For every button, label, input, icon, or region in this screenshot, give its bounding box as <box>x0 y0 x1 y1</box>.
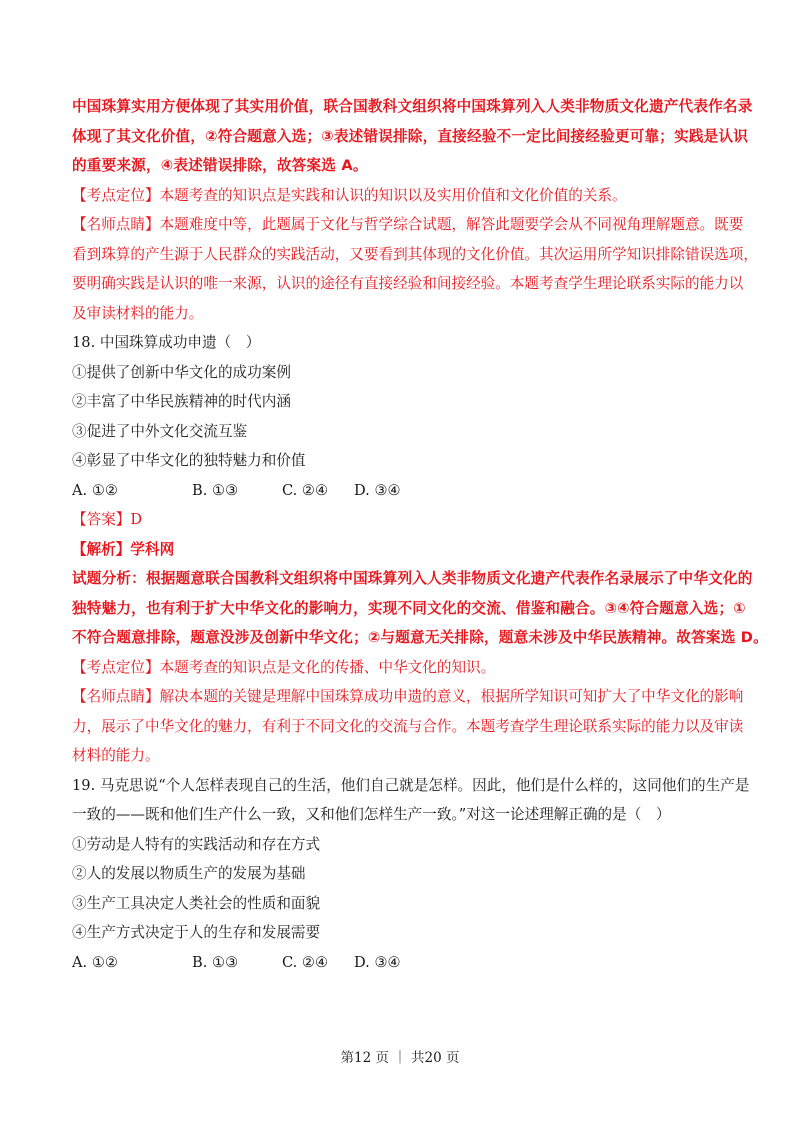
q18-option-d: D. ③④ <box>354 481 401 499</box>
q18-item: ④彰显了中华文化的独特魅力和价值 <box>72 452 306 469</box>
question-18-stem: 18. 中国珠算成功申遗（ ） <box>72 334 261 351</box>
q18-option-b: B. ①③ <box>192 481 239 499</box>
answer-label: 【答案】 <box>72 511 131 528</box>
q19-option-a: A. ①② <box>72 953 118 971</box>
kaodian-text: 本题考查的知识点是实践和认识的知识以及实用价值和文化价值的关系。 <box>159 186 627 204</box>
mingshi-line: 及审读材料的能力。 <box>72 304 204 322</box>
mingshi-line: 要明确实践是认识的唯一来源，认识的途径有直接经验和间接经验。本题考查学生理论联系实际的能力以 <box>72 275 744 292</box>
mingshi-line: 力，展示了中华文化的魅力，有利于不同文化的交流与合作。本题考查学生理论联系实际的能力以及审读 <box>72 717 744 735</box>
mingshi-row <box>72 210 744 240</box>
q19-item: ③生产工具决定人类社会的性质和面貌 <box>72 894 321 912</box>
jiexi-label: 【解析】 <box>72 540 131 558</box>
jiexi-source: 学科网 <box>130 540 175 558</box>
q18-options <box>72 476 736 506</box>
q18-option-c: C. ②④ <box>282 481 329 499</box>
kaodian-label: 【考点定位】 <box>72 658 160 676</box>
question-19-stem: 19. 马克思说“个人怎样表现自己的生活，他们自己就是怎样。因此，他们是什么样的，这同他们的生产是 <box>72 776 750 794</box>
analysis-line: 的重要来源，④表述错误排除，故答案选 A。 <box>72 157 368 174</box>
q18-item: ②丰富了中华民族精神的时代内涵 <box>72 393 291 410</box>
q18-item: ①提供了创新中华文化的成功案例 <box>72 363 291 381</box>
q19-item: ①劳动是人特有的实践活动和存在方式 <box>72 835 321 853</box>
page-footer: 第12 页 ｜ 共20 页 <box>340 1050 460 1066</box>
analysis-line: 独特魅力，也有利于扩大中华文化的影响力，实现不同文化的交流、借鉴和融合。③④符合题意入选；① <box>72 599 746 617</box>
analysis-line: 试题分析：根据题意联合国教科文组织将中国珠算列入人类非物质文化遗产代表作名录展示了中华文化的 <box>72 570 753 587</box>
q18-item: ③促进了中外文化交流互鉴 <box>72 422 248 440</box>
mingshi-text: 解决本题的关键是理解中国珠算成功申遗的意义，根据所学知识可知扩大了中华文化的影响 <box>159 688 744 705</box>
mingshi-label: 【名师点睛】 <box>72 688 160 705</box>
question-19-stem-cont: 一致的——既和他们生产什么一致，又和他们怎样生产一致。”对这一论述理解正确的是（ ） <box>72 806 671 823</box>
mingshi-label: 【名师点睛】 <box>72 216 160 233</box>
analysis-line: 不符合题意排除，题意没涉及创新中华文化；②与题意无关排除，题意未涉及中华民族精神。故答案选 D。 <box>72 629 768 646</box>
answer-row <box>72 505 736 535</box>
kaodian-row <box>72 181 736 211</box>
q19-item: ②人的发展以物质生产的发展为基础 <box>72 865 306 882</box>
analysis-line: 体现了其文化价值，②符合题意入选；③表述错误排除，直接经验不一定比间接经验更可靠；实践是认识 <box>72 127 749 145</box>
q19-option-c: C. ②④ <box>282 953 329 971</box>
mingshi-line: 看到珠算的产生源于人民群众的实践活动，又要看到其体现的文化价值。其次运用所学知识排除错误选项， <box>72 245 758 263</box>
kaodian-row <box>72 653 736 683</box>
analysis-line: 中国珠算实用方便体现了其实用价值，联合国教科文组织将中国珠算列入人类非物质文化遗产代表作名录 <box>72 98 753 115</box>
q18-option-a: A. ①② <box>72 481 118 499</box>
q19-option-b: B. ①③ <box>192 953 239 971</box>
q19-options <box>72 948 736 978</box>
mingshi-row <box>72 682 744 712</box>
page-content <box>72 92 768 977</box>
answer-value: D <box>130 511 143 528</box>
q19-item: ④生产方式决定于人的生存和发展需要 <box>72 924 321 941</box>
kaodian-label: 【考点定位】 <box>72 186 160 204</box>
mingshi-line: 材料的能力。 <box>72 747 160 764</box>
mingshi-text: 本题难度中等，此题属于文化与哲学综合试题，解答此题要学会从不同视角理解题意。既要 <box>159 216 744 233</box>
kaodian-text: 本题考查的知识点是文化的传播、中华文化的知识。 <box>159 658 496 676</box>
jiexi-row <box>72 535 736 565</box>
q19-option-d: D. ③④ <box>354 953 401 971</box>
